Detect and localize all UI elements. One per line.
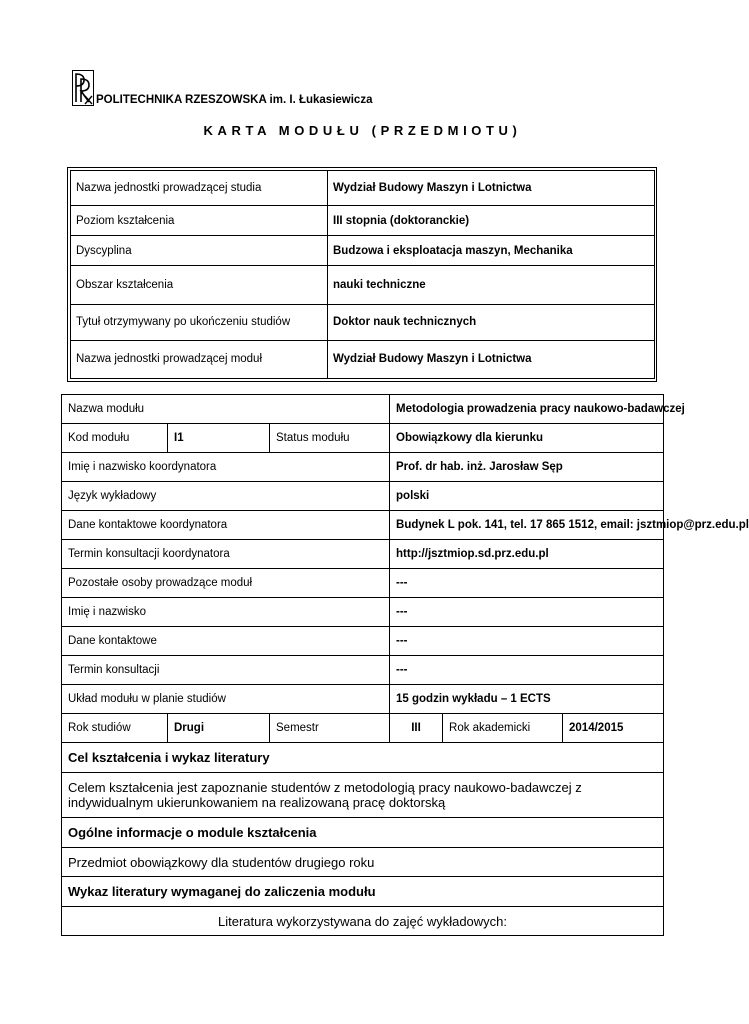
academic-year-label: Rok akademicki <box>443 714 563 743</box>
person-contact-label: Dane kontaktowe <box>62 627 390 656</box>
language-label: Język wykładowy <box>62 482 390 511</box>
contact-label: Dane kontaktowe koordynatora <box>62 511 390 540</box>
table-row <box>62 685 664 714</box>
study-year-value: Drugi <box>168 714 270 743</box>
row-label: Obszar kształcenia <box>71 266 328 304</box>
page-title: KARTA MODUŁU (PRZEDMIOTU) <box>203 123 522 138</box>
goal-text: Celem kształcenia jest zapoznanie studentów z metodologią pracy naukowo-badawczej z indywidualnym ukierunkowaniem na realizowaną pracę doktorską <box>62 773 664 818</box>
table-row <box>62 540 664 569</box>
module-info-table <box>61 394 749 936</box>
table-row <box>62 877 664 907</box>
row-label: Nazwa jednostki prowadzącej studia <box>71 171 328 206</box>
table-row <box>71 340 655 378</box>
row-value: Wydział Budowy Maszyn i Lotnictwa <box>328 340 655 378</box>
person-name-label: Imię i nazwisko <box>62 598 390 627</box>
person-consultation-label: Termin konsultacji <box>62 656 390 685</box>
table-row <box>62 907 664 936</box>
module-name-value: Metodologia prowadzenia pracy naukowo-badawczej <box>390 395 664 424</box>
consultation-label: Termin konsultacji koordynatora <box>62 540 390 569</box>
row-label: Dyscyplina <box>71 236 328 266</box>
module-status-label: Status modułu <box>270 424 390 453</box>
module-code-label: Kod modułu <box>62 424 168 453</box>
university-logo <box>72 70 94 106</box>
row-value: III stopnia (doktoranckie) <box>328 206 655 236</box>
person-contact-value: --- <box>390 627 664 656</box>
table-row <box>62 598 664 627</box>
table-row <box>62 773 664 818</box>
table-row <box>71 236 655 266</box>
semester-value: III <box>390 714 443 743</box>
table-row <box>62 453 664 482</box>
module-name-label: Nazwa modułu <box>62 395 390 424</box>
literature-text: Literatura wykorzystywana do zajęć wykładowych: <box>62 907 664 936</box>
module-code-value: I1 <box>168 424 270 453</box>
general-info-text: Przedmiot obowiązkowy dla studentów drugiego roku <box>62 848 664 877</box>
person-consultation-value: --- <box>390 656 664 685</box>
table-row <box>62 818 664 848</box>
table-row <box>62 714 664 743</box>
coordinator-label: Imię i nazwisko koordynatora <box>62 453 390 482</box>
table-row <box>62 482 664 511</box>
table-row <box>62 569 664 598</box>
goal-heading: Cel kształcenia i wykaz literatury <box>62 743 664 773</box>
table-row <box>62 424 664 453</box>
person-name-value: --- <box>390 598 664 627</box>
contact-value: Budynek L pok. 141, tel. 17 865 1512, email: jsztmiop@prz.edu.pl <box>390 511 664 540</box>
row-label: Poziom kształcenia <box>71 206 328 236</box>
table-row <box>71 266 655 304</box>
study-year-label: Rok studiów <box>62 714 168 743</box>
other-teachers-value: --- <box>390 569 664 598</box>
row-value: nauki techniczne <box>328 266 655 304</box>
row-label: Tytuł otrzymywany po ukończeniu studiów <box>71 304 328 340</box>
other-teachers-label: Pozostałe osoby prowadzące moduł <box>62 569 390 598</box>
university-name: POLITECHNIKA RZESZOWSKA im. I. Łukasiewicza <box>96 94 373 106</box>
row-value: Budzowa i eksploatacja maszyn, Mechanika <box>328 236 655 266</box>
module-status-value: Obowiązkowy dla kierunku <box>390 424 664 453</box>
program-info-table <box>67 167 657 382</box>
table-row <box>62 848 664 877</box>
table-row <box>62 743 664 773</box>
general-info-heading: Ogólne informacje o module kształcenia <box>62 818 664 848</box>
row-value: Wydział Budowy Maszyn i Lotnictwa <box>328 171 655 206</box>
row-label: Nazwa jednostki prowadzącej moduł <box>71 340 328 378</box>
table-row <box>71 206 655 236</box>
table-row <box>62 511 664 540</box>
coordinator-value: Prof. dr hab. inż. Jarosław Sęp <box>390 453 664 482</box>
language-value: polski <box>390 482 664 511</box>
row-value: Doktor nauk technicznych <box>328 304 655 340</box>
module-layout-label: Układ modułu w planie studiów <box>62 685 390 714</box>
table-row <box>71 304 655 340</box>
table-row <box>62 395 664 424</box>
table-row <box>62 627 664 656</box>
academic-year-value: 2014/2015 <box>563 714 664 743</box>
module-layout-value: 15 godzin wykładu – 1 ECTS <box>390 685 664 714</box>
semester-label: Semestr <box>270 714 390 743</box>
consultation-value: http://jsztmiop.sd.prz.edu.pl <box>390 540 664 569</box>
table-row <box>71 171 655 206</box>
table-row <box>62 656 664 685</box>
literature-heading: Wykaz literatury wymaganej do zaliczenia modułu <box>62 877 664 907</box>
